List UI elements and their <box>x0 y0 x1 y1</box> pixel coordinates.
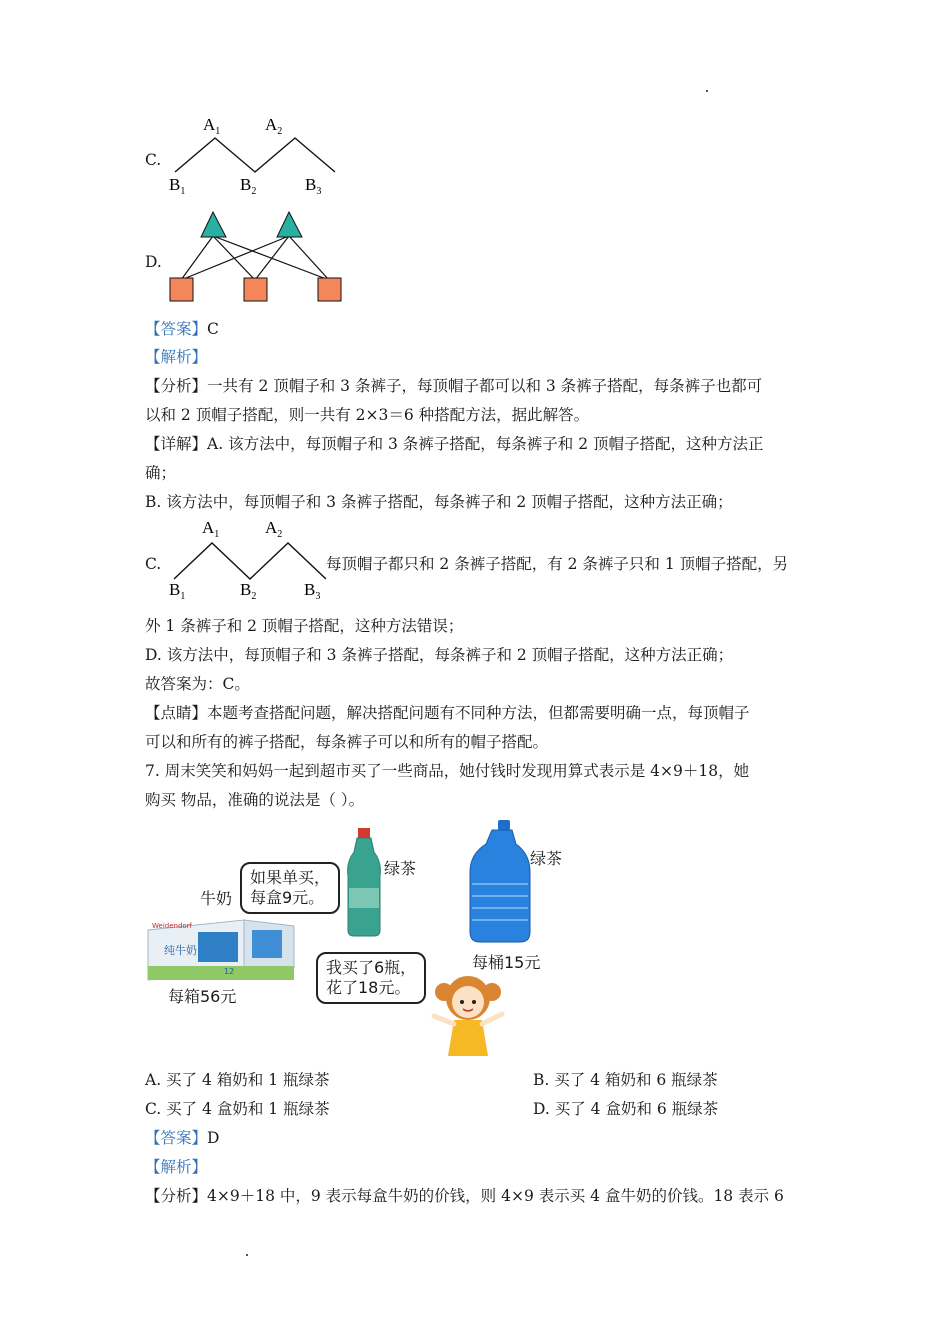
label-a1: $A_1$ <box>203 115 221 137</box>
milk-price: 每箱56元 <box>168 987 237 1006</box>
svg-text:A1: $A_1$ <box>202 518 220 540</box>
q6-fenxi-2: 以和 2 顶帽子搭配，则一共有 2×3＝6 种搭配方法，据此解答。 <box>145 406 590 424</box>
q7-analysis-tag: 【解析】 <box>145 1158 208 1176</box>
square-2 <box>244 278 267 301</box>
tea-label-bucket: 绿茶 <box>530 849 563 868</box>
milk-box-text: 纯牛奶 <box>164 944 197 957</box>
svg-text:B3: $B_3$ <box>304 580 321 602</box>
milk-label: 牛奶 <box>200 889 233 908</box>
option-d-label: D. <box>145 253 162 271</box>
q6-option-c-text-2: 外 1 条裤子和 2 顶帽子搭配，这种方法错误； <box>145 617 464 635</box>
milk-box-count: 12 <box>224 967 235 976</box>
label-b3: $B_3$ <box>305 175 322 197</box>
q6-conclusion: 故答案为：C。 <box>145 675 250 693</box>
q7-answer: 【答案】D <box>145 1129 220 1147</box>
zigzag-line <box>174 543 326 579</box>
q7-option-c: C. 买了 4 盒奶和 1 瓶绿茶 <box>145 1100 330 1118</box>
q6-xiangjie-2: 确； <box>145 464 177 482</box>
q6-xiangjie-1: 【详解】A. 该方法中，每顶帽子和 3 条裤子搭配，每条裤子和 2 顶帽子搭配，这种方法正 <box>145 435 764 453</box>
bucket-price: 每桶15元 <box>472 953 541 972</box>
q7-stem-1: 7. 周末笑笑和妈妈一起到超市买了一些商品，她付钱时发现用算式表示是 4×9＋18，她 <box>145 762 750 780</box>
q6-option-b: B. 该方法中，每顶帽子和 3 条裤子搭配，每条裤子和 2 顶帽子搭配，这种方法正确； <box>145 493 733 511</box>
milk-speech-bubble: 如果单买， 每盒9元。 <box>240 862 340 914</box>
tea-label-bottle: 绿茶 <box>384 859 417 878</box>
q6-answer <box>145 318 219 340</box>
q6-analysis-tag: 【解析】 <box>145 348 208 366</box>
q6-fenxi-1: 【分析】一共有 2 顶帽子和 3 条裤子，每顶帽子都可以和 3 条裤子搭配，每条裤子也都可 <box>145 377 763 395</box>
q6-dianjing-1: 【点睛】本题考查搭配问题，解决搭配问题有不同种方法，但都需要明确一点，每顶帽子 <box>145 704 750 722</box>
square-1 <box>170 278 193 301</box>
girl-speech-bubble: 我买了6瓶， 花了18元。 <box>316 952 426 1004</box>
zigzag-line <box>175 138 335 172</box>
q7-option-b: B. 买了 4 箱奶和 6 瓶绿茶 <box>533 1071 718 1089</box>
q6-option-c-text: 每顶帽子都只和 2 条裤子搭配，有 2 条裤子只和 1 顶帽子搭配，另 <box>326 555 789 573</box>
q6-option-d: D. 该方法中，每顶帽子和 3 条裤子搭配，每条裤子和 2 顶帽子搭配，这种方法正确； <box>145 646 734 664</box>
svg-text:B2: $B_2$ <box>240 580 257 602</box>
tea-bottle-image <box>344 826 384 938</box>
q7-option-d: D. 买了 4 盒奶和 6 瓶绿茶 <box>533 1100 719 1118</box>
answer-value: C <box>207 320 219 338</box>
option-c-diagram <box>160 110 340 205</box>
option-d-diagram <box>165 208 350 306</box>
label-b1: $B_1$ <box>169 175 186 197</box>
answer-tag: 【答案】 <box>145 320 208 338</box>
milk-box-brand: Weidendorf <box>152 922 193 930</box>
q6-dianjing-2: 可以和所有的裤子搭配，每条裤子可以和所有的帽子搭配。 <box>145 733 549 751</box>
q7-stem-2: 购买 物品，准确的说法是（ ）。 <box>145 791 365 809</box>
svg-text:B1: $B_1$ <box>169 580 186 602</box>
tea-bucket-image <box>468 820 532 944</box>
option-c-inline-diagram <box>160 513 330 608</box>
girl-image <box>428 970 508 1060</box>
q7-option-a: A. 买了 4 箱奶和 1 瓶绿茶 <box>145 1071 330 1089</box>
square-3 <box>318 278 341 301</box>
triangle-1 <box>201 212 226 237</box>
q7-picture <box>140 820 580 1060</box>
label-b2: $B_2$ <box>240 175 257 197</box>
decorative-dot-bottom <box>246 1254 248 1256</box>
triangle-2 <box>277 212 302 237</box>
option-c-label: C. <box>145 151 162 169</box>
milk-box-image <box>144 912 300 982</box>
label-a2: $A_2$ <box>265 115 283 137</box>
q6-option-c-label: C. <box>145 555 162 573</box>
decorative-dot-top <box>706 90 708 92</box>
svg-text:A2: $A_2$ <box>265 518 283 540</box>
q7-fenxi-1: 【分析】4×9＋18 中，9 表示每盒牛奶的价钱，则 4×9 表示买 4 盒牛奶的价钱。18 表示 6 <box>145 1187 784 1205</box>
